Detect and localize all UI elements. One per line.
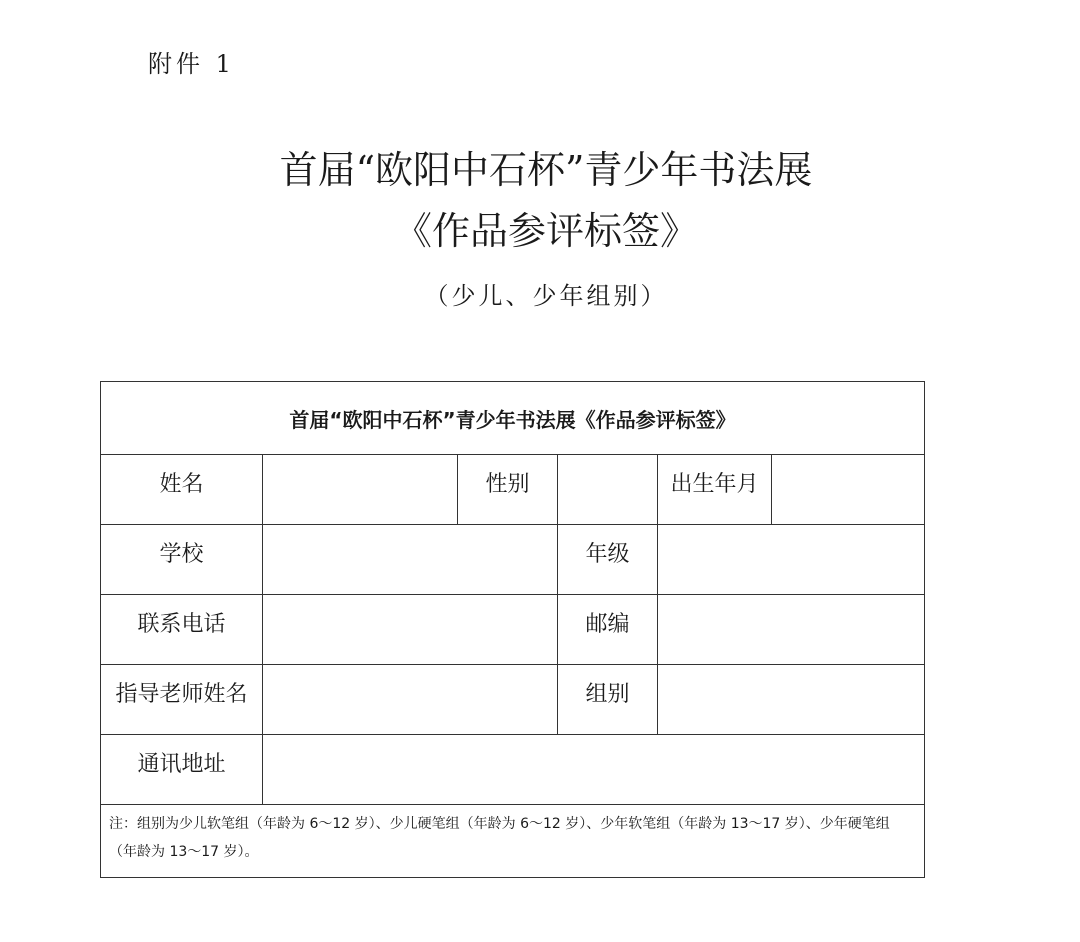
grade-label: 年级	[558, 525, 658, 595]
postcode-label: 邮编	[558, 595, 658, 665]
attachment-label: 附件 1	[148, 50, 235, 78]
school-field[interactable]	[263, 525, 558, 595]
form-note: 注：组别为少儿软笔组（年龄为 6～12 岁）、少儿硬笔组（年龄为 6～12 岁）、少年软笔组（年龄为 13～17 岁）、少年硬笔组（年龄为 13～17 岁）。	[101, 805, 925, 878]
name-field[interactable]	[263, 455, 458, 525]
group-category-note: （少儿、少年组别）	[424, 282, 668, 310]
address-label: 通讯地址	[101, 735, 263, 805]
address-field[interactable]	[263, 735, 925, 805]
group-field[interactable]	[658, 665, 925, 735]
phone-label: 联系电话	[101, 595, 263, 665]
gender-label: 性别	[458, 455, 558, 525]
entry-label-form	[100, 381, 925, 878]
form-header: 首届“欧阳中石杯”青少年书法展《作品参评标签》	[101, 382, 925, 455]
birth-date-label: 出生年月	[658, 455, 772, 525]
school-label: 学校	[101, 525, 263, 595]
gender-field[interactable]	[558, 455, 658, 525]
postcode-field[interactable]	[658, 595, 925, 665]
birth-date-field[interactable]	[772, 455, 925, 525]
teacher-name-label: 指导老师姓名	[101, 665, 263, 735]
phone-field[interactable]	[263, 595, 558, 665]
grade-field[interactable]	[658, 525, 925, 595]
teacher-name-field[interactable]	[263, 665, 558, 735]
document-title: 首届“欧阳中石杯”青少年书法展	[279, 148, 813, 192]
group-label: 组别	[558, 665, 658, 735]
document-subtitle-label: 《作品参评标签》	[393, 209, 698, 253]
name-label: 姓名	[101, 455, 263, 525]
